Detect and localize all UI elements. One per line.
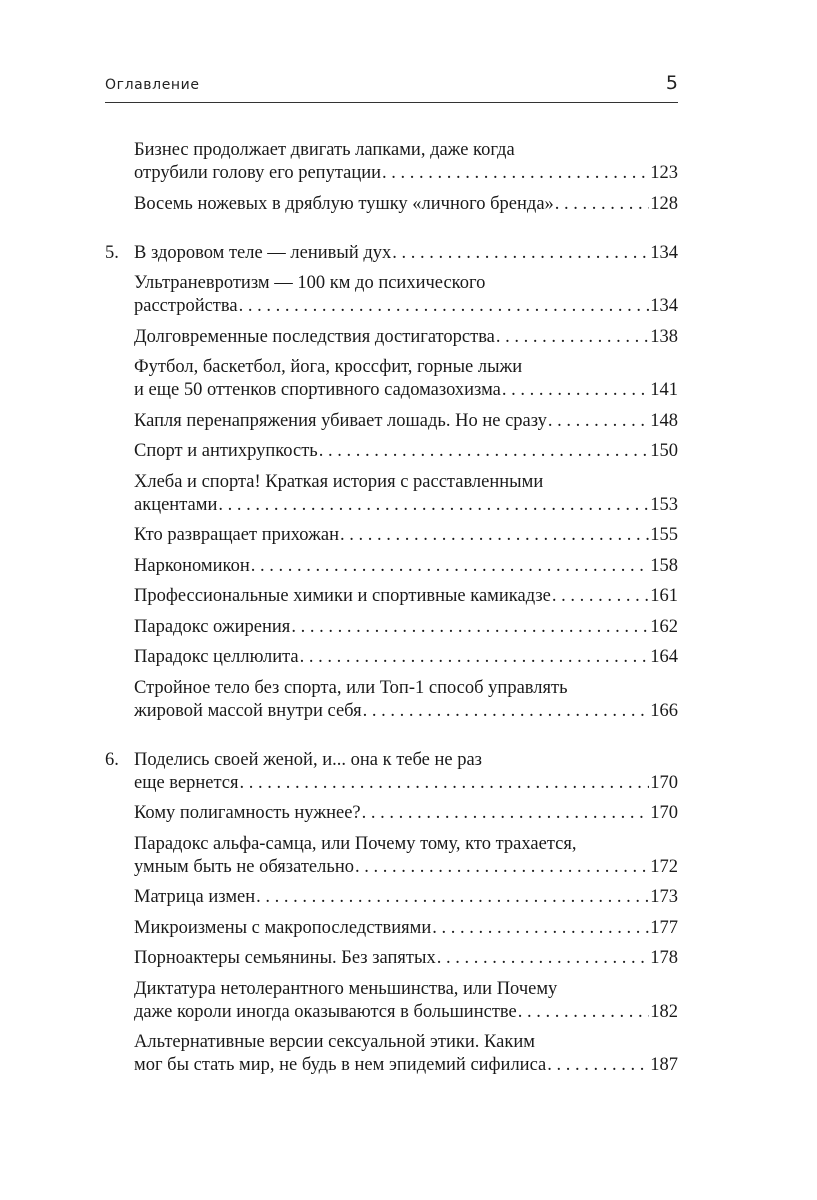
toc-entry — [105, 833, 678, 879]
toc-leader-dots — [362, 802, 650, 825]
toc-entry — [105, 139, 678, 185]
toc-leader-dots — [382, 162, 649, 185]
toc-entry-page: 141 — [650, 380, 678, 400]
toc-chapter-5 — [105, 242, 678, 723]
toc-entry-title-line1: Поделись своей женой, и... она к тебе не раз — [134, 749, 482, 770]
toc-entry — [105, 886, 678, 909]
toc-entry-title-line2: еще вернется — [134, 772, 239, 793]
toc-entry — [105, 749, 678, 795]
toc-entry — [105, 272, 678, 318]
toc-entry-page: 134 — [650, 296, 678, 316]
toc-entry-title-line2: мог бы стать мир, не будь в нем эпидемий сифилиса — [134, 1055, 547, 1075]
toc-entry-title: Капля перенапряжения убивает лошадь. Но не сразу — [134, 410, 547, 431]
toc-entry-page: 155 — [650, 525, 678, 545]
toc-entry-page: 182 — [650, 1001, 678, 1022]
toc-leader-dots — [502, 379, 649, 402]
toc-entry-title-line2: даже короли иногда оказываются в большинстве — [134, 1001, 517, 1022]
toc-entry — [105, 802, 678, 825]
toc-entry-page: 162 — [650, 616, 678, 637]
toc-entry-title-line1: Бизнес продолжает двигать лапками, даже когда — [134, 140, 515, 160]
toc-entry — [105, 524, 678, 547]
toc-leader-dots — [239, 295, 650, 318]
toc-leader-dots — [218, 494, 649, 517]
toc-entry-page: 177 — [650, 917, 678, 938]
toc-entry — [105, 471, 678, 517]
toc-entry-page: 150 — [650, 441, 678, 461]
toc-entry-page: 170 — [650, 772, 678, 793]
toc-entry-page: 187 — [650, 1055, 678, 1075]
toc-entry-page: 178 — [650, 948, 678, 968]
toc-entry-title: Кому полигамность нужнее? — [134, 803, 361, 823]
toc-chapter-6 — [105, 749, 678, 1078]
toc-entry-title-line2: и еще 50 оттенков спортивного садомазохизма — [134, 380, 501, 400]
toc-entry — [105, 646, 678, 669]
toc-leader-dots — [552, 585, 649, 608]
toc-leader-dots — [432, 917, 649, 940]
toc-entry-page: 164 — [650, 647, 678, 667]
toc-entry — [105, 947, 678, 970]
toc-leader-dots — [496, 326, 649, 349]
toc-leader-dots — [251, 555, 650, 578]
toc-leader-dots — [555, 193, 649, 216]
toc-leader-dots — [363, 700, 650, 723]
toc-entry-page: 166 — [650, 700, 678, 721]
toc-entry — [105, 440, 678, 463]
chapter-number: 5. — [105, 242, 119, 263]
toc-entry-page: 148 — [650, 410, 678, 431]
table-of-contents — [105, 139, 678, 1103]
toc-entry-page: 138 — [650, 326, 678, 347]
toc-entry-title: Кто развращает прихожан — [134, 525, 339, 545]
toc-entry-title-line1: Хлеба и спорта! Краткая история с расставленными — [134, 471, 544, 492]
toc-entry — [105, 326, 678, 349]
toc-entry-title-line2: жировой массой внутри себя — [134, 700, 362, 721]
toc-entry — [105, 585, 678, 608]
toc-entry — [105, 978, 678, 1024]
toc-leader-dots — [340, 524, 649, 547]
toc-entry — [105, 193, 678, 216]
toc-entry-page: 172 — [650, 856, 678, 877]
toc-leader-dots — [355, 856, 649, 879]
toc-entry-title: Парадокс ожирения — [134, 616, 291, 637]
toc-entry-title: В здоровом теле — ленивый дух — [134, 242, 392, 263]
toc-entry — [105, 616, 678, 639]
toc-entry-title-line1: Альтернативные версии сексуальной этики. Каким — [134, 1032, 535, 1052]
toc-chapter-continued — [105, 139, 678, 216]
toc-leader-dots — [437, 947, 650, 970]
toc-entry-title: Профессиональные химики и спортивные камикадзе — [134, 586, 551, 606]
toc-entry-page: 173 — [650, 887, 678, 907]
toc-entry-page: 134 — [650, 242, 678, 263]
toc-entry-title-line1: Ультраневротизм — 100 км до психического — [134, 273, 486, 293]
toc-entry-title-line2: умным быть не обязательно — [134, 856, 354, 877]
toc-leader-dots — [256, 886, 649, 909]
toc-entry-page: 123 — [650, 163, 678, 183]
toc-entry — [105, 917, 678, 940]
toc-entry-title: Микроизмены с макропоследствиями — [134, 917, 432, 938]
toc-entry-title-line1: Футбол, баскетбол, йога, кроссфит, горные лыжи — [134, 357, 523, 377]
page-header — [105, 74, 678, 103]
toc-leader-dots — [518, 1001, 650, 1024]
toc-leader-dots — [291, 616, 649, 639]
toc-entry-page: 128 — [650, 193, 678, 214]
toc-leader-dots — [547, 1054, 649, 1077]
toc-leader-dots — [300, 646, 650, 669]
toc-entry-title: Наркономикон — [134, 555, 250, 576]
toc-leader-dots — [240, 772, 650, 795]
toc-entry-title: Парадокс целлюлита — [134, 647, 299, 667]
toc-leader-dots — [319, 440, 650, 463]
toc-entry-page: 161 — [650, 586, 678, 606]
toc-entry-title-line1: Парадокс альфа-самца, или Почему тому, кто трахается, — [134, 833, 577, 854]
toc-entry-title: Матрица измен — [134, 887, 256, 907]
running-header-title: Оглавление — [105, 77, 200, 93]
toc-entry — [105, 677, 678, 723]
toc-leader-dots — [548, 410, 649, 433]
toc-entry-title: Порноактеры семьянины. Без запятых — [134, 948, 436, 968]
toc-leader-dots — [392, 242, 649, 265]
toc-entry — [105, 1031, 678, 1077]
toc-entry-title: Спорт и антихрупкость — [134, 441, 318, 461]
toc-entry-title-line1: Стройное тело без спорта, или Топ-1 способ управлять — [134, 677, 568, 698]
toc-entry-title-line2: акцентами — [134, 494, 218, 515]
page-number: 5 — [665, 72, 678, 94]
toc-entry — [105, 242, 678, 265]
toc-entry — [105, 356, 678, 402]
toc-entry-title-line2: расстройства — [134, 296, 238, 316]
toc-entry-title: Восемь ножевых в дряблую тушку «личного бренда» — [134, 193, 554, 214]
toc-entry-page: 153 — [650, 494, 678, 515]
toc-entry-title: Долговременные последствия достигаторства — [134, 326, 495, 347]
toc-entry-page: 170 — [650, 803, 678, 823]
toc-entry-title-line1: Диктатура нетолерантного меньшинства, или Почему — [134, 978, 558, 999]
toc-entry-title-line2: отрубили голову его репутации — [134, 163, 382, 183]
chapter-number: 6. — [105, 749, 119, 770]
toc-entry — [105, 555, 678, 578]
toc-entry — [105, 410, 678, 433]
toc-entry-page: 158 — [650, 555, 678, 576]
